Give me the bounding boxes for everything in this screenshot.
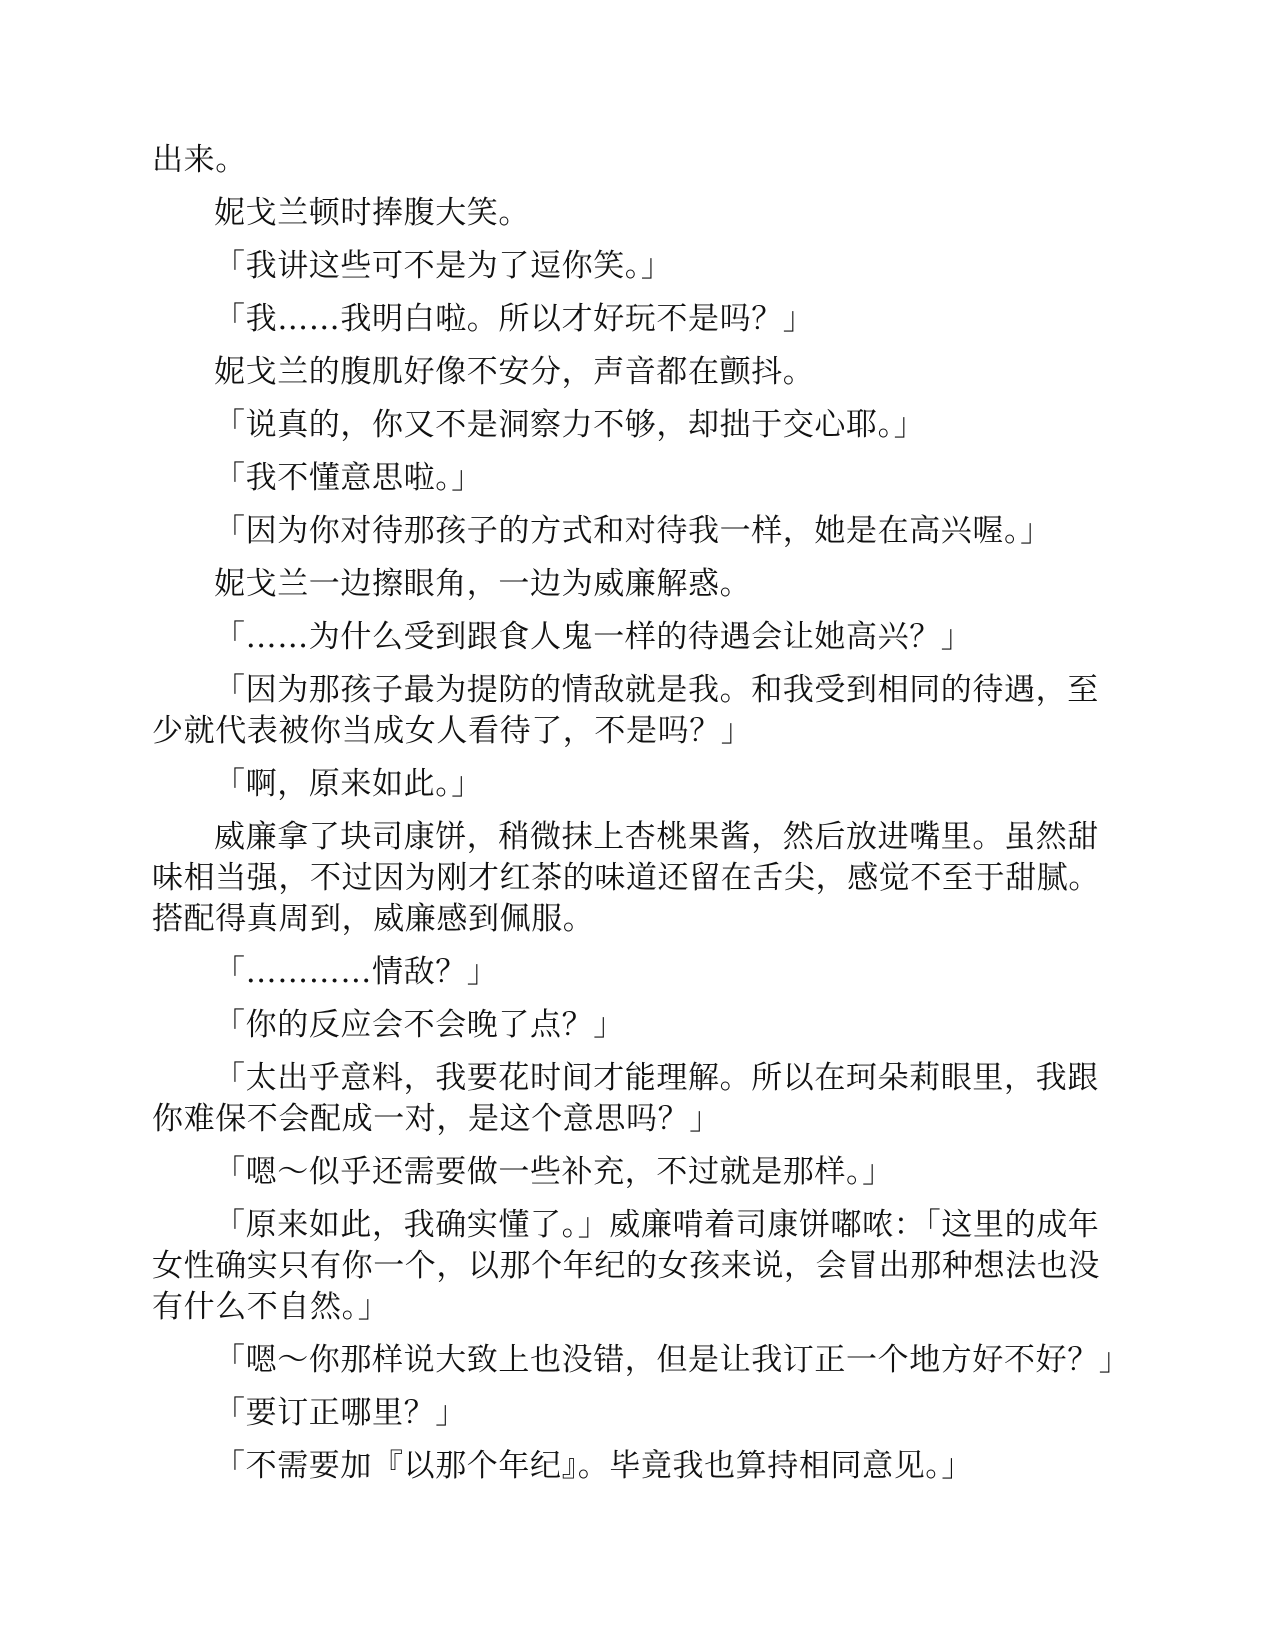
paragraph-continuation: 出来。	[152, 142, 247, 178]
dialogue-line: 「嗯～你那样说大致上也没错，但是让我订正一个地方好不好？」	[214, 1342, 1131, 1378]
dialogue-line: 「说真的，你又不是洞察力不够，却拙于交心耶。」	[214, 407, 926, 443]
dialogue-line: 「…………情敌？」	[214, 954, 499, 990]
dialogue-line: 「不需要加『以那个年纪』。毕竟我也算持相同意见。」	[214, 1448, 973, 1484]
dialogue-line: 「太出乎意料，我要花时间才能理解。所以在珂朵莉眼里，我跟你难保不会配成一对，是这个意思吗？」	[152, 1060, 1099, 1137]
paragraph: 妮戈兰的腹肌好像不安分，声音都在颤抖。	[214, 354, 815, 390]
body-text	[152, 140, 1131, 1499]
dialogue-line: 「原来如此，我确实懂了。」威廉啃着司康饼嘟哝：「这里的成年女性确实只有你一个，以那个年纪的女孩来说，会冒出那种想法也没有什么不自然。」	[152, 1207, 1100, 1325]
dialogue-line: 「因为那孩子最为提防的情敌就是我。和我受到相同的待遇，至少就代表被你当成女人看待了，不是吗？」	[152, 672, 1099, 749]
dialogue-line: 「我……我明白啦。所以才好玩不是吗？」	[214, 301, 815, 337]
paragraph: 威廉拿了块司康饼，稍微抹上杏桃果酱，然后放进嘴里。虽然甜味相当强，不过因为刚才红茶的味道还留在舌尖，感觉不至于甜腻。搭配得真周到，威廉感到佩服。	[152, 819, 1100, 937]
dialogue-line: 「啊，原来如此。」	[214, 766, 483, 802]
dialogue-line: 「你的反应会不会晚了点？」	[214, 1007, 625, 1043]
paragraph: 妮戈兰一边擦眼角，一边为威廉解惑。	[214, 566, 752, 602]
dialogue-line: 「嗯～似乎还需要做一些补充，不过就是那样。」	[214, 1154, 894, 1190]
dialogue-line: 「我讲这些可不是为了逗你笑。」	[214, 248, 673, 284]
dialogue-line: 「我不懂意思啦。」	[214, 460, 483, 496]
dialogue-line: 「要订正哪里？」	[214, 1395, 467, 1431]
dialogue-line: 「因为你对待那孩子的方式和对待我一样，她是在高兴喔。」	[214, 513, 1052, 549]
dialogue-line: 「……为什么受到跟食人鬼一样的待遇会让她高兴？」	[214, 619, 973, 655]
paragraph: 妮戈兰顿时捧腹大笑。	[214, 195, 530, 231]
